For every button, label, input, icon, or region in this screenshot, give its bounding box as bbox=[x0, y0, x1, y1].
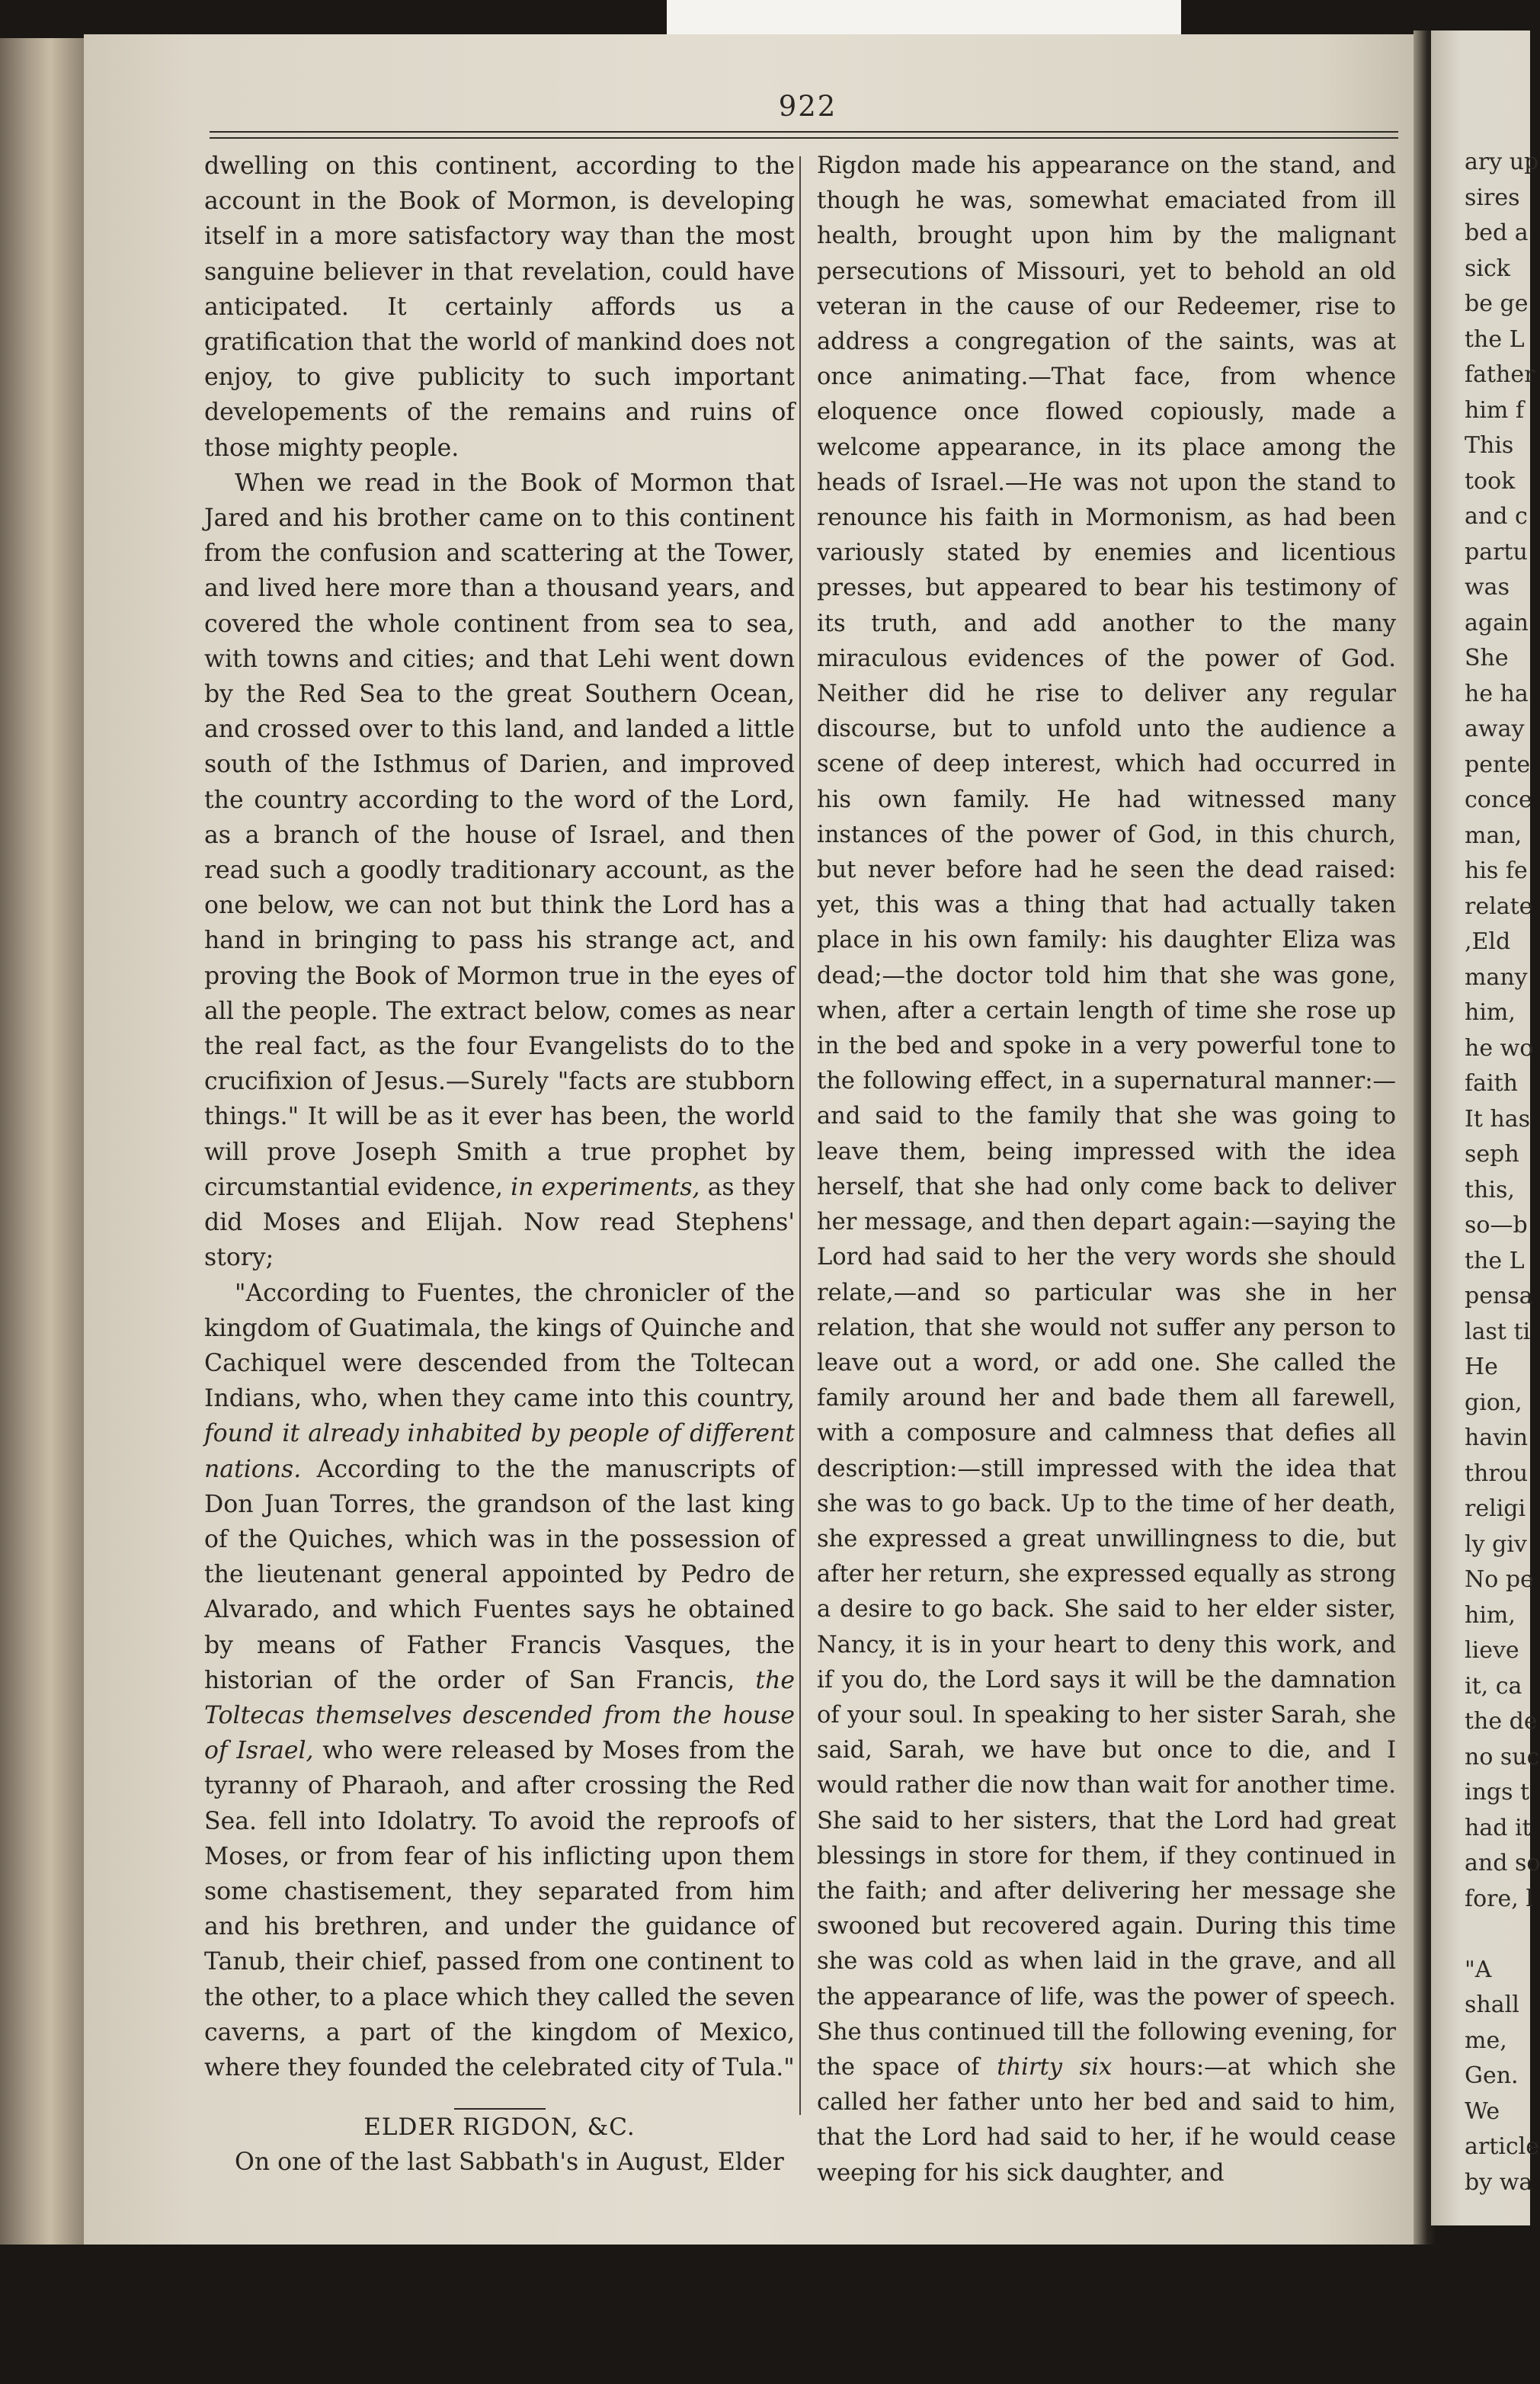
paragraph: dwelling on this continent, according to the account in the Book of Mormon, is developing itself in a more satisfactory way than the most sanguine believer in that revelation, could have anticipated. It certainly affords us a gratification that the world of mankind does not enjoy, to give publicity to such important developements of the remains and ruins of those mighty people. bbox=[204, 152, 795, 462]
facing-page-fragment: relate bbox=[1465, 892, 1533, 920]
facing-page-fragment: article bbox=[1465, 2133, 1540, 2160]
facing-page-fragment: ary up bbox=[1465, 149, 1539, 175]
facing-page-fragment: faith bbox=[1465, 1070, 1518, 1097]
paragraph: Rigdon made his appearance on the stand, and though he was, somewhat emaciated from ill health, brought upon him by the malignant persecutions of Missouri, yet to behold an old veteran in the cause of our Redeemer, rise to address a congregation of the saints, was at once animating.—That face, from whence eloquence once flowed copiously, made a welcome appearance, in its place among the heads of Israel.—He was not upon the stand to renounce his faith in Mormonism, as had been variously stated by enemies and licentious presses, but appeared to bear his testimony of its truth, and add another to the many miraculous evidences of the power of God. Neither did he rise to deliver any regular discourse, but to unfold unto the audience a scene of deep interest, which had occurred in his own family. He had witnessed many instances of the power of God, in this church, but never before had he seen the dead raised: yet, this was a thing that had actually taken place in his own family: his daughter Eliza was dead;—the doctor told him that she was gone, when, after a certain length of time she rose up in the bed and spoke in a very powerful tone to the following effect, in a supernatural manner:—and said to the family that she was going to leave them, being impressed with the idea herself, that she had only come back to deliver her message, and then depart again:—saying the Lord had said to her the very words she should relate,—and so particular was she in her relation, that she would not suffer any person to leave out a word, or add one. She called the family around her and bade them all farewell, with a composure and calmness that defies all description:—still impressed with the idea that she was to go back. Up to the time of her death, she expressed a great unwillingness to die, but after her return, she expressed equally as strong a desire to go back. She said to her elder sister, Nancy, it is in your heart to deny this work, and if you do, the Lord says it will be the damnation of your soul. In speaking to her sister Sarah, she said, Sarah, we have but once to die, and I would rather die now than wait for another time. She said to her sisters, that the Lord had great blessings in store for them, if they continued in the faith; and after delivering her message she swooned but recovered again. During this time she was cold as when laid in the grave, and all the appearance of life, was the power of speech. She thus continued till the following evening, for the space of thirty six hours:—at which she called her father unto her bed and said to him, that the Lord had said to her, if he would cease weeping for his sick daughter, and bbox=[817, 152, 1397, 2187]
background-strip bbox=[667, 0, 1181, 34]
facing-page-fragment: sires bbox=[1465, 184, 1520, 211]
facing-page-fragment: fore, l bbox=[1465, 1885, 1533, 1912]
facing-page-fragment: Gen. bbox=[1465, 2062, 1519, 2089]
facing-page bbox=[1431, 30, 1540, 2225]
paragraph: On one of the last Sabbath's in August, Elder bbox=[235, 2148, 784, 2177]
quoted-paragraph: "According to Fuentes, the chronicler of the kingdom of Guatimala, the kings of Quinche and Cachiquel were descended from the Toltecan Indians, who, when they came into this country, found it already inhabited by people of different nations. According to the the manuscripts of Don Juan Torres, the grandson of the last king of the Quiches, which was in the possession of the lieutenant general appointed by Pedro de Alvarado, and which Fuentes says he obtained by means of Father Francis Vasques, the historian of the order of San Francis, the Toltecas themselves descended from the house of Israel, who were released by Moses from the tyranny of Pharaoh, and after crossing the Red Sea. fell into Idolatry. To avoid the reproofs of Moses, or from fear of his inflicting upon them some chastisement, they separated from him and his brethren, and under the guidance of Tanub, their chief, passed from one continent to the other, to a place which they called the seven caverns, a part of the kingdom of Mexico, where they founded the celebrated city of Tula." bbox=[204, 1279, 796, 2081]
header-rule-bottom bbox=[210, 137, 1398, 139]
facing-page-fragment: he ha bbox=[1465, 680, 1529, 707]
facing-page-fragment: him, bbox=[1465, 1601, 1516, 1629]
facing-page-fragment: gion, bbox=[1465, 1389, 1522, 1416]
facing-page-fragment: and so bbox=[1465, 1850, 1540, 1876]
facing-page-fragment: partu bbox=[1465, 538, 1528, 566]
facing-page-fragment: pensa bbox=[1465, 1283, 1533, 1309]
facing-page-fragment: No pe bbox=[1465, 1566, 1534, 1593]
facing-page-fragment: seph bbox=[1465, 1141, 1519, 1168]
facing-page-fragment: the L bbox=[1465, 1247, 1525, 1274]
facing-page-fragment: be ge bbox=[1465, 290, 1529, 317]
section-heading: ELDER RIGDON, &C. bbox=[363, 2113, 636, 2142]
facing-page-fragment: conce bbox=[1465, 787, 1532, 813]
facing-page-fragment: it, ca bbox=[1465, 1672, 1522, 1700]
facing-page-fragment: so—b bbox=[1465, 1212, 1528, 1238]
facing-page-fragment: It has bbox=[1465, 1105, 1531, 1133]
facing-page-fragment: last ti bbox=[1465, 1318, 1531, 1345]
facing-page-fragment: again bbox=[1465, 609, 1529, 636]
page-number: 922 bbox=[778, 90, 837, 123]
facing-page-fragment: the L bbox=[1465, 325, 1525, 353]
facing-page-fragment: man, bbox=[1465, 822, 1522, 849]
facing-page-fragment: this, bbox=[1465, 1176, 1515, 1203]
facing-page-fragment: him, bbox=[1465, 999, 1516, 1026]
facing-page-fragment: sick bbox=[1465, 255, 1510, 282]
column-divider bbox=[799, 156, 801, 2115]
facing-page-fragment: father bbox=[1465, 361, 1535, 388]
facing-page-fragment: his fe bbox=[1465, 857, 1528, 884]
facing-page-fragment: throu bbox=[1465, 1460, 1529, 1487]
facing-page-fragment: he wo bbox=[1465, 1034, 1534, 1062]
facing-page-fragment: religi bbox=[1465, 1495, 1526, 1522]
header-rule-top bbox=[210, 131, 1398, 133]
facing-page-fragment: many bbox=[1465, 963, 1528, 991]
facing-page-fragment: pente bbox=[1465, 751, 1531, 778]
facing-page-fragment: me, bbox=[1465, 2027, 1507, 2054]
facing-page-fragment: ly giv bbox=[1465, 1530, 1527, 1558]
facing-page-fragment: and c bbox=[1465, 503, 1528, 530]
facing-page-fragment: him f bbox=[1465, 396, 1525, 424]
facing-page-fragment: bed a bbox=[1465, 219, 1529, 246]
facing-page-fragment: This bbox=[1465, 432, 1514, 459]
facing-page-fragment: havin bbox=[1465, 1424, 1529, 1451]
facing-page-fragment: away bbox=[1465, 716, 1525, 742]
facing-page-fragment: was bbox=[1465, 574, 1510, 601]
facing-page-fragment: lieve bbox=[1465, 1637, 1519, 1664]
facing-page-fragment: ,Eld bbox=[1465, 928, 1511, 955]
background-band bbox=[0, 2245, 1524, 2384]
facing-page-fragment: the de bbox=[1465, 1708, 1538, 1735]
facing-page-fragment: by wa bbox=[1465, 2168, 1533, 2196]
left-column bbox=[204, 149, 795, 2181]
facing-page-fragment: shall bbox=[1465, 1991, 1519, 2018]
facing-page-fragment: no suc bbox=[1465, 1743, 1540, 1770]
facing-page-fragment: ings t bbox=[1465, 1779, 1530, 1806]
facing-page-fragment: We bbox=[1465, 2097, 1500, 2125]
facing-page-fragment: She bbox=[1465, 645, 1509, 671]
right-column bbox=[817, 149, 1396, 2191]
facing-page-fragment: had it bbox=[1465, 1814, 1532, 1841]
facing-page-fragment: took bbox=[1465, 467, 1516, 495]
facing-page-fragment: He bbox=[1465, 1354, 1498, 1380]
paragraph: When we read in the Book of Mormon that Jared and his brother came on to this continent from the confusion and scattering at the Tower, and lived here more than a thousand years, and covered the whole continent from sea to sea, with towns and cities; and that Lehi went down by the Red Sea to the great Southern Ocean, and crossed over to this land, and landed a little south of the Isthmus of Darien, and improved the country according to the word of the Lord, as a branch of the house of Israel, and then read such a goodly traditionary account, as the one below, we can not but think the Lord has a hand in bringing to pass his strange act, and proving the Book of Mormon true in the eyes of all the people. The extract below, comes as near the real fact, as the four Evangelists do to the crucifixion of Jesus.—Surely "facts are stubborn things." It will be as it ever has been, the world will prove Joseph Smith a true prophet by circumstantial evidence, in experiments, as they did Moses and Elijah. Now read Stephens' story; bbox=[204, 469, 796, 1272]
book-page-edges bbox=[0, 38, 84, 2248]
facing-page-fragment: "A bbox=[1465, 1956, 1492, 1983]
